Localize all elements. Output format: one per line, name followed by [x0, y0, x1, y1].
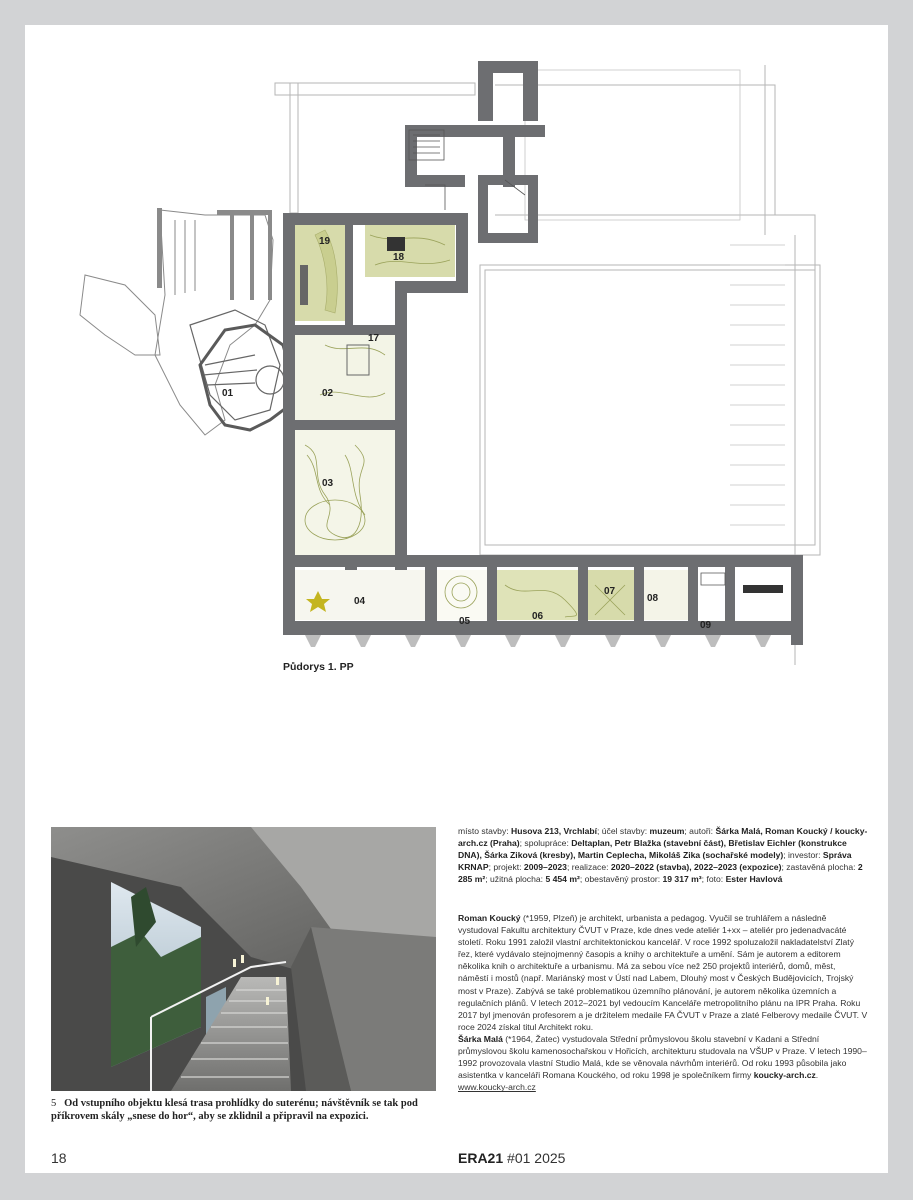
room-01-label: 01 [222, 388, 234, 399]
room-04-label: 04 [354, 596, 366, 607]
magazine-issue [458, 1150, 565, 1166]
credit-authors-value: Šárka Malá, Roman Koucký / koucky-arch.cz (Praha) [458, 826, 868, 849]
room-08-label: 08 [647, 593, 659, 604]
room-07-label: 07 [604, 586, 616, 597]
bio-mala-firm: koucky-arch.cz [753, 1070, 816, 1081]
photo-caption [51, 1098, 441, 1123]
credit-project-label: ; projekt: [488, 862, 524, 873]
room-09-label: 09 [700, 620, 712, 631]
credit-volume-label: ; obestavěný prostor: [579, 874, 663, 885]
credit-usable-label: ; užitná plocha: [485, 874, 546, 885]
credit-usable-value: 5 454 m² [545, 874, 580, 885]
author-bios [458, 912, 868, 1093]
credit-realization-value: 2020–2022 (stavba), 2022–2023 (expozice) [610, 862, 782, 873]
credit-site-value: Husova 213, Vrchlabí [511, 826, 597, 836]
bio-mala-sep: . [815, 1070, 819, 1081]
credit-site-label: místo stavby: [458, 826, 512, 836]
project-credits [458, 825, 868, 885]
room-19-label: 19 [319, 236, 331, 247]
bio-koucky-name: Roman Koucký [458, 913, 521, 923]
credit-collab-label: ; spolupráce: [519, 838, 572, 849]
credit-realization-label: ; realizace: [566, 862, 611, 873]
room-06-label: 06 [532, 611, 544, 622]
plan-caption: Půdorys 1. PP [283, 661, 354, 673]
credit-purpose-label: ; účel stavby: [597, 826, 650, 836]
room-02-label: 02 [322, 388, 334, 399]
room-18-label: 18 [393, 252, 405, 263]
credit-purpose-value: muzeum [649, 826, 685, 836]
credit-built-value: 2 285 m² [458, 862, 863, 885]
bio-mala [458, 1033, 868, 1093]
magazine-issue-number: #01 2025 [503, 1150, 566, 1166]
bio-koucky [458, 912, 868, 1033]
credit-collab-value: Deltaplan, Petr Blažka (stavební část), Břetislav Eichler (konstrukce DNA), Šárka Ziková (kresby), Martin Ceplecha, Mikoláš Zika (sochařské modely) [458, 838, 847, 861]
magazine-page [25, 25, 888, 1173]
stairway-photo [51, 827, 436, 1091]
page-number: 18 [51, 1150, 67, 1166]
credit-built-label: ; zastavěná plocha: [781, 862, 858, 873]
credit-volume-value: 19 317 m³ [662, 874, 702, 885]
bio-mala-name: Šárka Malá [458, 1033, 503, 1044]
credit-project-value: 2009–2023 [523, 862, 567, 873]
credit-photo-value: Ester Havlová [725, 874, 783, 885]
bio-mala-text: (*1964, Žatec) vystudovala Střední průmyslovou školu stavební v Kadani a Střední průmyslovou školu kamenosochařskou v Hořicích, architekturu studovala na VŠUP v Praze. V letech 1990–1992 provozovala vlastní Studio Malá, kde se věnovala návrhům interiérů. Od roku 1993 působila jako asistentka v kanceláři Romana Kouckého, od roku 1998 je společníkem firmy [458, 1033, 867, 1081]
room-17-label: 17 [368, 333, 380, 344]
room-05-label: 05 [459, 616, 471, 627]
room-03-label: 03 [322, 478, 334, 489]
bio-koucky-text: (*1959, Plzeň) je architekt, urbanista a pedagog. Vyučil se truhlářem a následně vystudoval Fakultu architektury ČVUT v Praze, kde dnes vede ateliér 1+xx – ateliér pro jedenadvacáté století. Roku 1991 založil vlastní architektonickou kancelář. V roce 1992 spoluzaložil nakladatelství Zlatý řez, které vydávalo stejnojmenný časopis a knihy o architektuře a umění. Sám je autorem a editorem několika knih o architektuře a urbanismu. Má za sebou více než 250 projektů interiérů, domů, měst, náměstí i mostů (např. Mariánský most v Ústí nad Labem, Dlouhý most v Českých Budějovicích, Trojský most v Praze). Zabývá se také problematikou územního plánování, je autorem několika územních a regulačních plánů. V letech 2012–2021 byl vedoucím Kanceláře metropolitního plánu na IPR Praha. Roku 2017 byl jmenován profesorem a je držitelem medaile FA ČVUT v Praze a zlaté Felberovy medaile ČVUT. V roce 2024 získal titul Architekt roku. [458, 913, 868, 1032]
photo-number: 5 [51, 1098, 57, 1109]
photo-caption-text: Od vstupního objektu klesá trasa prohlídky do suterénu; návštěvník se tak pod příkrovem skály „snese do hor“, aby se zklidnil a připravil na expozici. [51, 1098, 418, 1122]
credit-photo-label: ; foto: [701, 874, 726, 885]
website-link[interactable]: www.koucky-arch.cz [458, 1082, 536, 1093]
credit-authors-label: ; autoři: [684, 826, 716, 836]
magazine-title: ERA21 [458, 1150, 504, 1166]
floor-plan [25, 25, 888, 675]
credit-investor-value: Správa KRNAP [458, 850, 852, 873]
credit-investor-label: ; investor: [783, 850, 823, 861]
